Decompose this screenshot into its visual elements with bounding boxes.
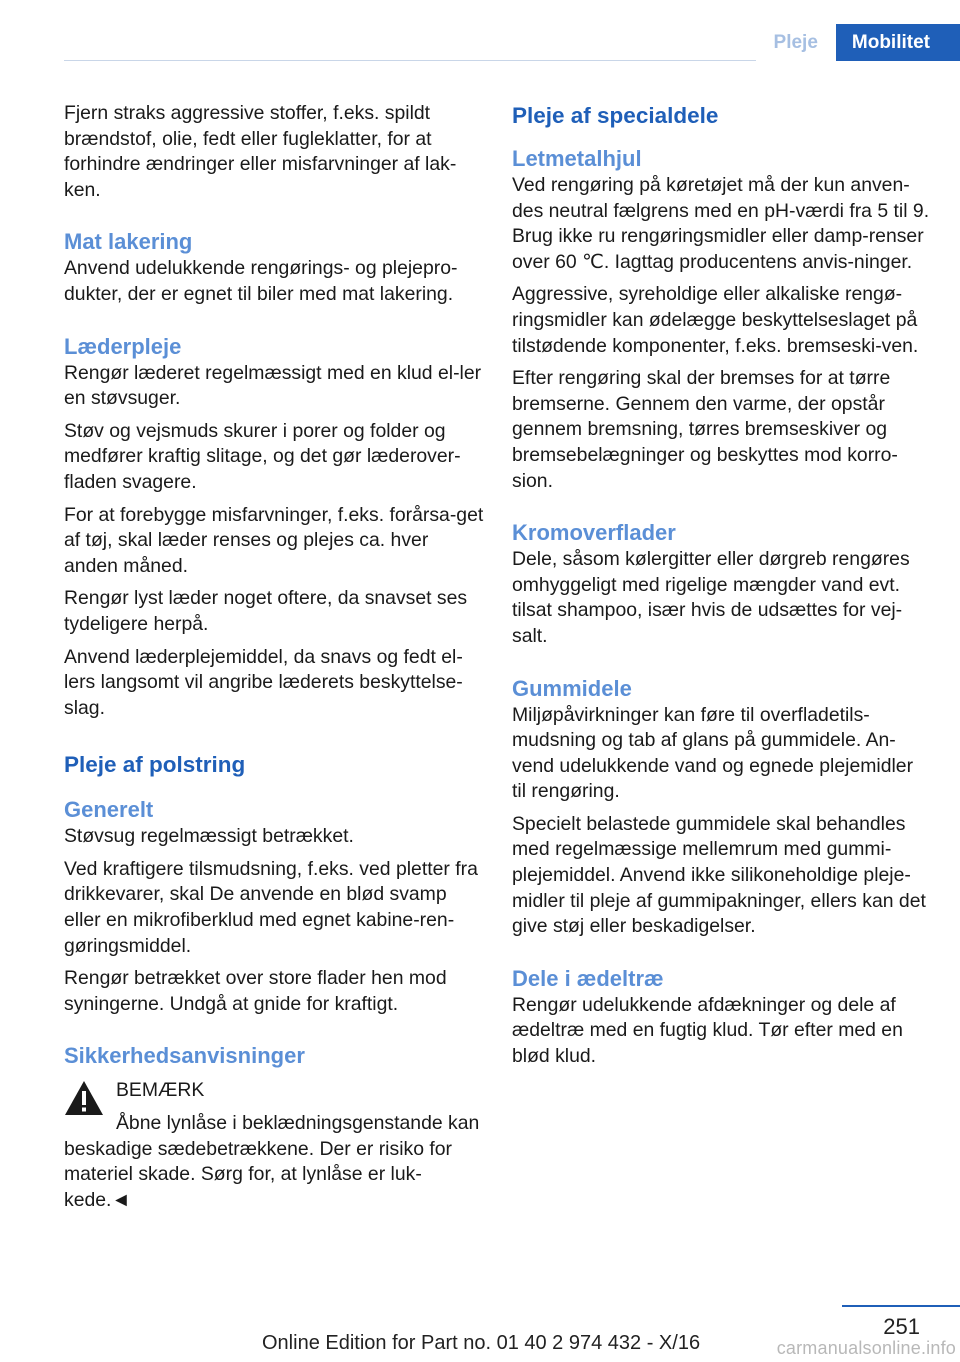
tab-section-pleje[interactable]: Pleje bbox=[756, 24, 836, 61]
paragraph-intro: Fjern straks aggressive stoffer, f.eks. spildt brændstof, olie, fedt eller fugleklatter, for at forhindre ændringer eller misfarvninger af lak-ken. bbox=[64, 102, 457, 201]
tab-chapter-mobilitet[interactable]: Mobilitet bbox=[836, 24, 960, 61]
heading-kromoverflader: Kromoverflader bbox=[512, 520, 676, 546]
heading-pleje-af-polstring: Pleje af polstring bbox=[64, 752, 246, 778]
paragraph-gummi-1: Miljøpåvirkninger kan føre til overfladetils-mudsning og tab af glans på gummidele. An-vend udelukkende vand og egnede plejemidler til rengøring. bbox=[512, 703, 914, 803]
heading-mat-lakering: Mat lakering bbox=[64, 229, 193, 255]
paragraph-laeder-1: Rengør læderet regelmæssigt med en klud el-ler en støvsuger. bbox=[64, 361, 482, 410]
right-column bbox=[512, 101, 932, 1077]
paragraph-gummi-2: Specielt belastede gummidele skal behandles med regelmæssige mellemrum med gummi-plejemiddel. Anvend ikke silikoneholdige pleje-midler til pleje af gummipakninger, ellers kan det give støj eller beskadigelser. bbox=[512, 812, 926, 938]
left-column bbox=[64, 101, 484, 1220]
paragraph-generelt-1: Støvsug regelmæssigt betrækket. bbox=[64, 825, 354, 848]
heading-letmetalhjul: Letmetalhjul bbox=[512, 146, 642, 171]
paragraph-krom: Dele, såsom kølergitter eller dørgreb rengøres omhyggeligt med rigelige mængder vand evt. tilsat shampoo, især hvis de udsættes for vej-salt. bbox=[512, 548, 910, 647]
paragraph-mat: Anvend udelukkende rengørings- og plejepro-dukter, der er egnet til biler med mat lakering. bbox=[64, 257, 458, 305]
paragraph-letmetal-1: Ved rengøring på køretøjet må der kun anven-des neutral fælgrens med en pH-værdi fra 5 til 9. Brug ikke ru rengøringsmidler eller damp-renser over 60 ℃. Iagttag producentens anvis-ninger. bbox=[512, 174, 930, 273]
warning-notice bbox=[64, 1078, 484, 1213]
heading-generelt: Generelt bbox=[64, 797, 154, 823]
heading-gummidele: Gummidele bbox=[512, 675, 632, 701]
paragraph-laeder-3: For at forebygge misfarvninger, f.eks. forårsa-get af tøj, skal læder renses og plejes ca. hver anden måned. bbox=[64, 503, 484, 577]
paragraph-laeder-2: Støv og vejsmuds skurer i porer og folder og medfører kraftig slitage, og det gør læderover-fladen svagere. bbox=[64, 419, 461, 493]
paragraph-laeder-4: Rengør lyst læder noget oftere, da snavset ses tydeligere herpå. bbox=[64, 587, 468, 635]
paragraph-generelt-3: Rengør betrækket over store flader hen mod syningerne. Undgå at gnide for kraftigt. bbox=[64, 967, 447, 1015]
warning-label: BEMÆRK bbox=[116, 1079, 205, 1102]
warning-triangle-icon bbox=[64, 1080, 104, 1116]
heading-sikkerhedsanvisninger: Sikkerhedsanvisninger bbox=[64, 1043, 305, 1069]
paragraph-letmetal-3: Efter rengøring skal der bremses for at tørre bremserne. Gennem den varme, der opstår gennem bremsning, tørres bremseskiver og bremsebelægninger og beskyttes mod korro-sion. bbox=[512, 367, 898, 492]
paragraph-aedeltrae: Rengør udelukkende afdækninger og dele af ædeltræ med en fugtig klud. Tør efter med en blød klud. bbox=[512, 993, 903, 1068]
paragraph-generelt-2: Ved kraftigere tilsmudsning, f.eks. ved pletter fra drikkevarer, skal De anvende en blød svamp eller en mikrofiberklud med egnet kabine-ren-gøringsmiddel. bbox=[64, 857, 478, 957]
heading-dele-i-aedeltrae: Dele i ædeltræ bbox=[512, 965, 664, 991]
heading-pleje-af-specialdele: Pleje af specialdele bbox=[512, 103, 719, 128]
header-tabs bbox=[756, 24, 960, 61]
watermark: carmanualsonline.info bbox=[776, 1338, 956, 1358]
edition-note: Online Edition for Part no. 01 40 2 974 432 - X/16 bbox=[262, 1332, 701, 1354]
paragraph-letmetal-2: Aggressive, syreholdige eller alkaliske rengø-ringsmidler kan ødelægge beskyttelseslaget på tilstødende komponenter, f.eks. bremseski-ven. bbox=[512, 283, 919, 357]
warning-text: Åbne lynlåse i beklædningsgenstande kan beskadige sædebetrækkene. Der er risiko for materiel skade. Sørg for, at lynlåse er luk-kede.◄ bbox=[64, 1112, 480, 1211]
paragraph-laeder-5: Anvend læderplejemiddel, da snavs og fedt el-lers langsomt vil angribe læderets beskyttelse-slag. bbox=[64, 645, 463, 719]
footer-rule bbox=[842, 1305, 960, 1307]
heading-laederpleje: Læderpleje bbox=[64, 333, 182, 359]
page-number: 251 bbox=[883, 1314, 920, 1339]
